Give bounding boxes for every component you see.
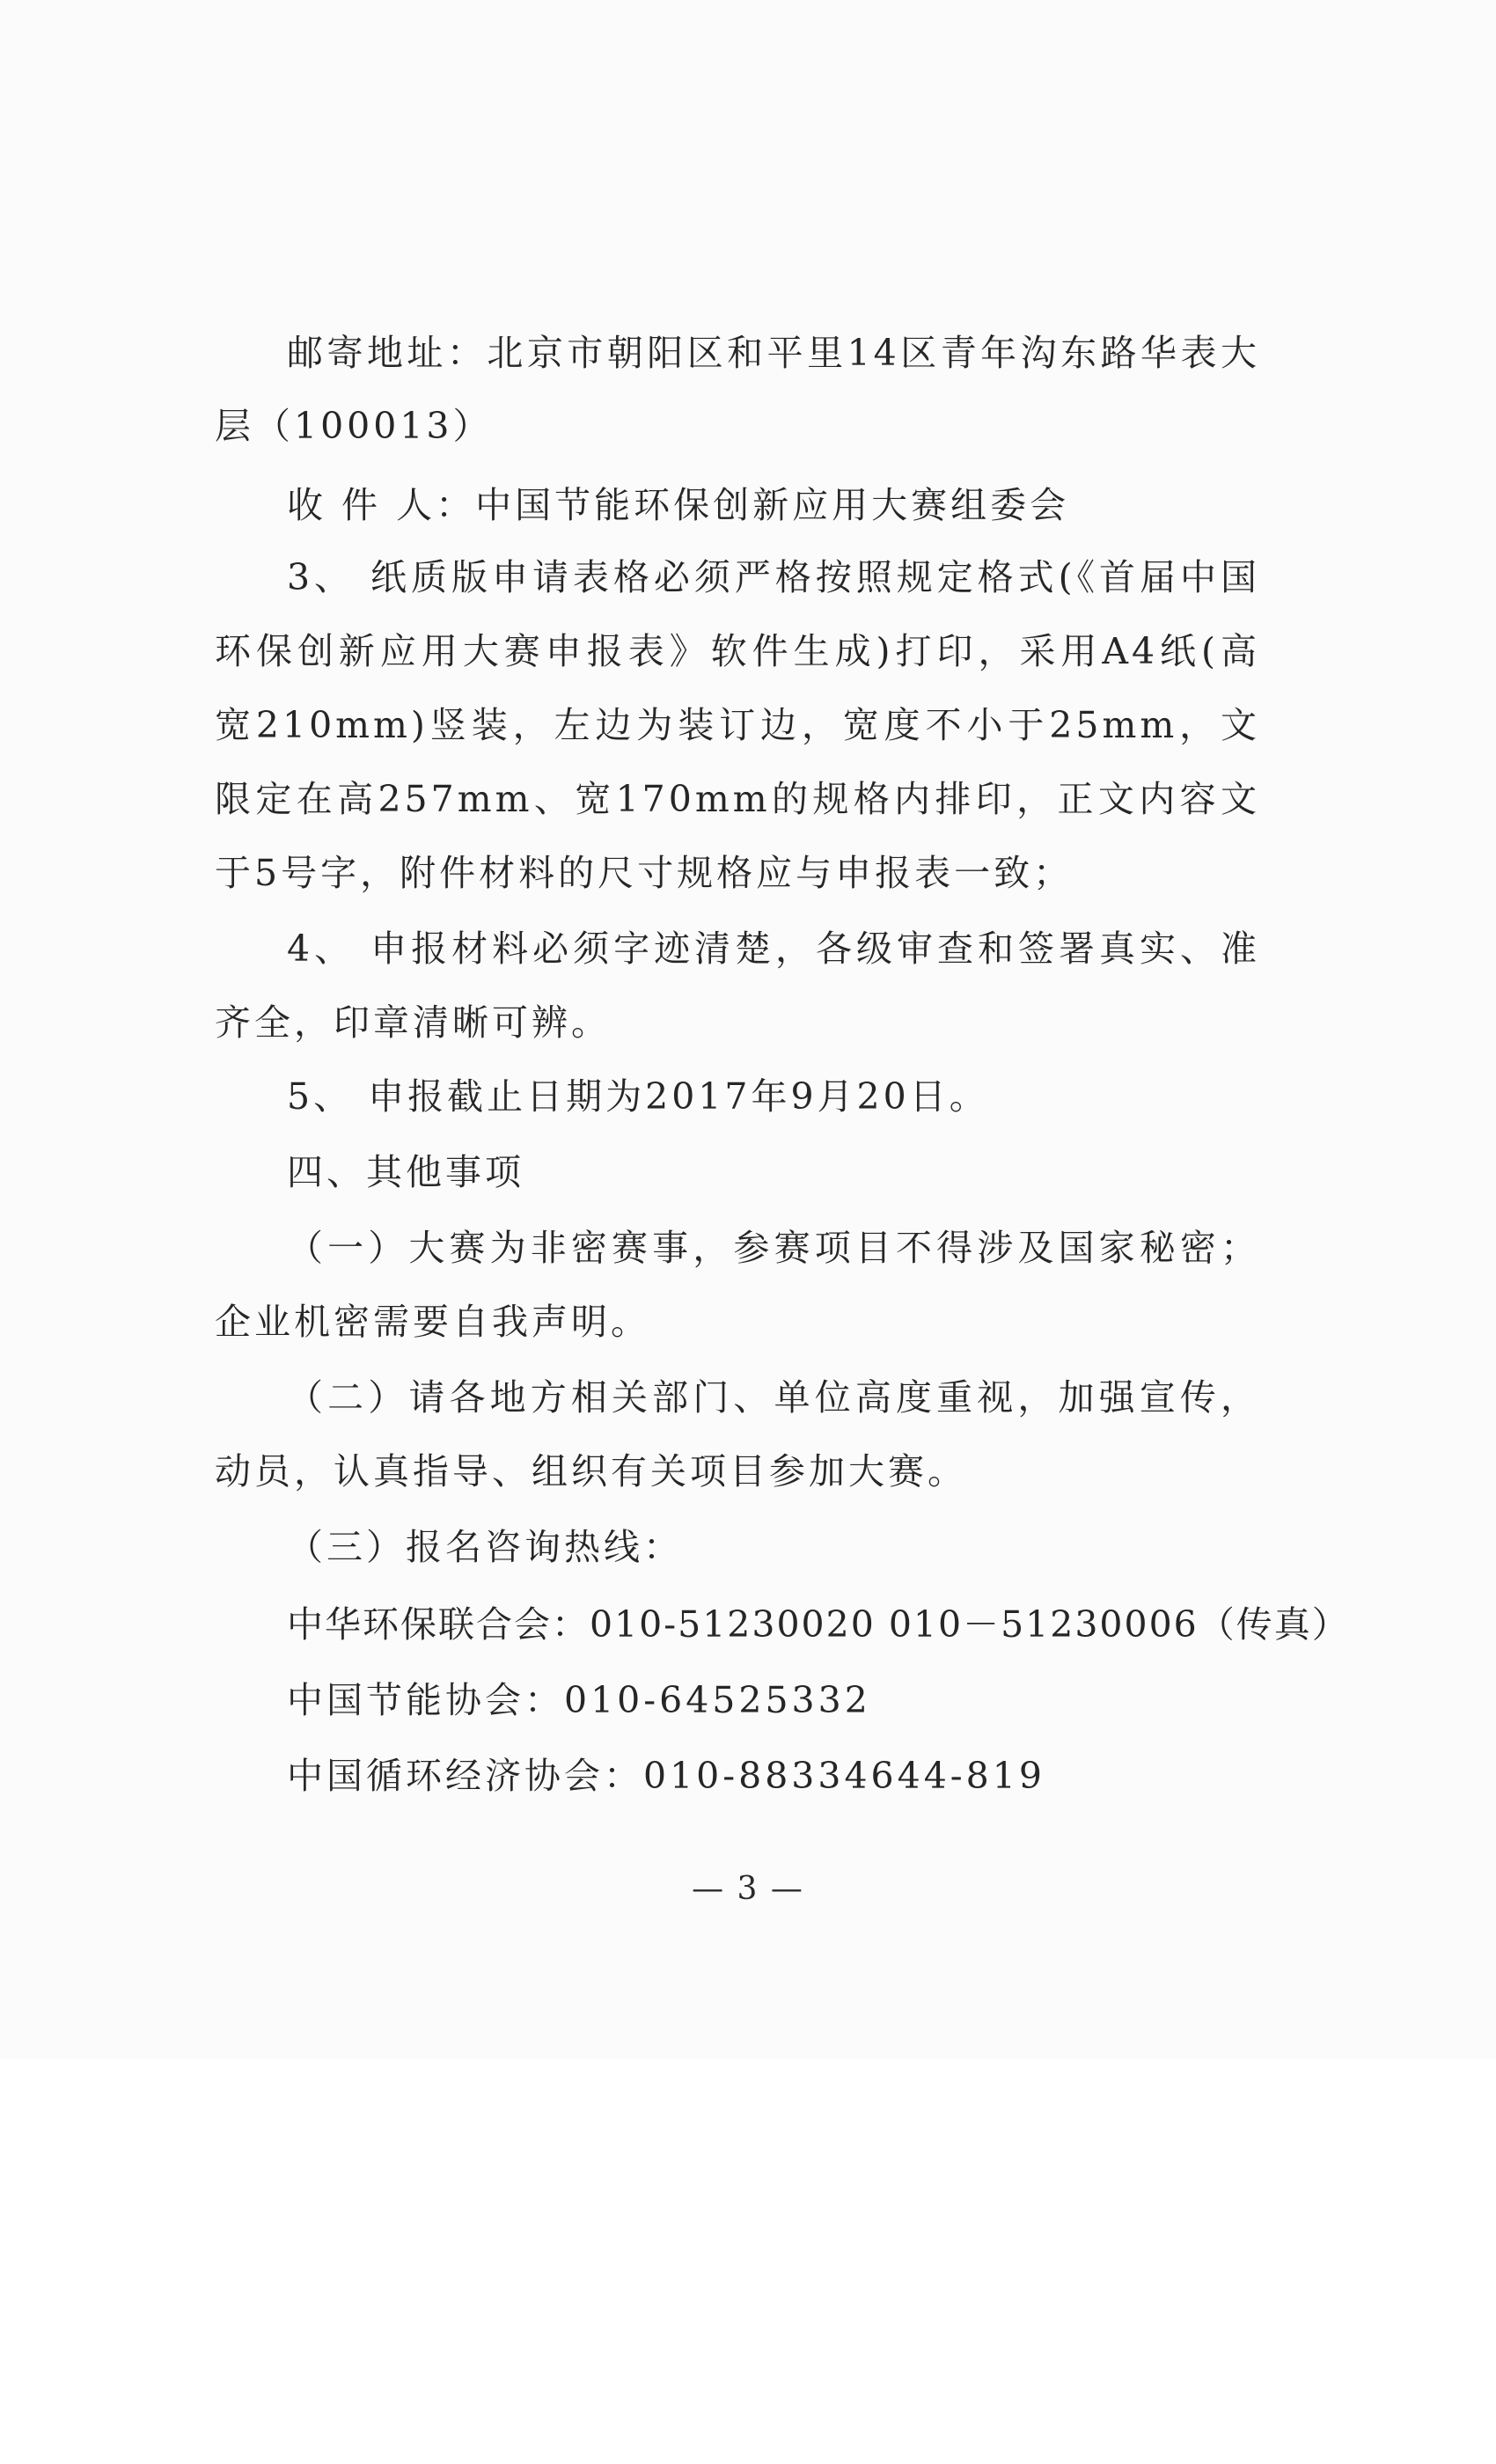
other-3-heading: （三）报名咨询热线： [287,1526,683,1568]
section-heading-other-matters: 四、其他事项 [287,1151,524,1193]
other-2-line-1: （二）请各地方相关部门、单位高度重视，加强宣传， [287,1376,1260,1419]
page-number: — 3 — [692,1871,804,1907]
item-4-line-2: 齐全，印章清晰可辨。 [215,1001,611,1044]
other-2-line-2: 动员，认真指导、组织有关项目参加大赛。 [215,1450,967,1492]
recipient-line: 收 件 人：中国节能环保创新应用大赛组委会 [287,484,1070,526]
other-1-line-1: （一）大赛为非密赛事，参赛项目不得涉及国家秘密； [287,1227,1260,1269]
mailing-address-postcode: 层（100013） [215,405,493,447]
other-1-line-2: 企业机密需要自我声明。 [215,1301,650,1343]
item-3-line-4: 限定在高257mm、宽170mm的规格内排印，正文内容文 [215,778,1260,820]
item-5-line: 5、 申报截止日期为2017年9月20日。 [287,1075,989,1118]
item-4-line-1: 4、 申报材料必须字迹清楚，各级审查和签署真实、准 [287,928,1260,970]
item-3-line-2: 环保创新应用大赛申报表》软件生成)打印，采用A4纸(高 [215,630,1260,672]
item-3-line-3: 宽210mm)竖装，左边为装订边，宽度不小于25mm，文 [215,704,1260,746]
item-3-line-1: 3、 纸质版申请表格必须严格按照规定格式(《首届中国 [287,556,1260,598]
item-3-line-5: 于5号字，附件材料的尺寸规格应与申报表一致； [215,852,1074,894]
hotline-energy-conservation: 中国节能协会：010-64525332 [287,1679,871,1721]
mailing-address-line: 邮寄地址：北京市朝阳区和平里14区青年沟东路华表大 [287,332,1260,374]
hotline-acef: 中华环保联合会：010-51230020 010－51230006（传真） [287,1603,1350,1646]
hotline-circular-economy: 中国循环经济协会：010-88334644-819 [287,1755,1045,1797]
